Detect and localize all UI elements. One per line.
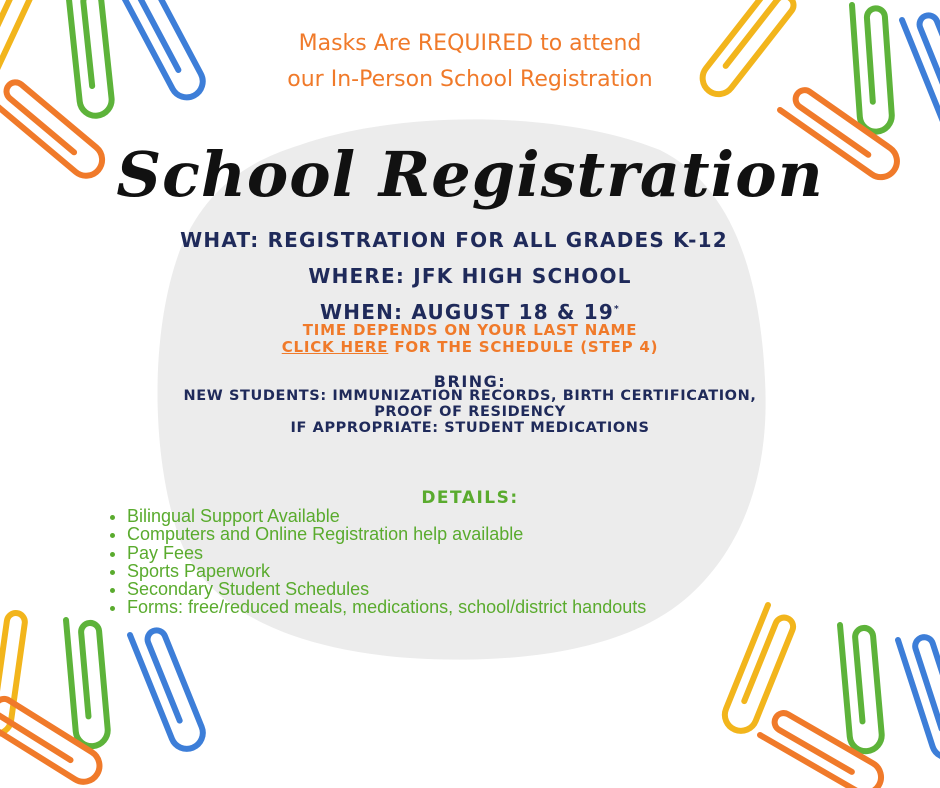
list-item: • Pay Fees (127, 544, 646, 562)
page-title: School Registration (116, 138, 824, 211)
bring-line-1: NEW STUDENTS: IMMUNIZATION RECORDS, BIRTH CERTIFICATION, (183, 388, 757, 404)
paperclip-icon (840, 622, 883, 752)
where-line: WHERE: JFK HIGH SCHOOL (308, 264, 632, 288)
what-line: WHAT: REGISTRATION FOR ALL GRADES K-12 (180, 228, 728, 252)
list-item: • Secondary Student Schedules (127, 580, 646, 598)
time-note: TIME DEPENDS ON YOUR LAST NAME (302, 321, 638, 339)
when-text: WHEN: AUGUST 18 & 19 (320, 300, 615, 324)
paperclip-icon (130, 623, 208, 754)
mask-notice-line-2: our In-Person School Registration (287, 67, 653, 92)
mask-notice-line-1: Masks Are REQUIRED to attend (298, 31, 642, 56)
paperclip-icon (760, 707, 887, 788)
list-item: • Forms: free/reduced meals, medications, school/district handouts (127, 598, 646, 616)
schedule-text: FOR THE SCHEDULE (STEP 4) (388, 338, 659, 356)
details-list (107, 507, 646, 617)
bring-line-2: PROOF OF RESIDENCY (374, 404, 566, 420)
paperclip-icon (66, 617, 109, 747)
schedule-link[interactable]: CLICK HERE (281, 338, 389, 356)
list-item: • Bilingual Support Available (127, 507, 646, 525)
list-item: • Computers and Online Registration help available (127, 525, 646, 543)
bring-line-3: IF APPROPRIATE: STUDENT MEDICATIONS (290, 420, 650, 436)
when-footnote-mark: * (614, 304, 620, 315)
schedule-line (0, 338, 940, 356)
bring-heading: BRING: (433, 372, 507, 391)
details-heading: DETAILS: (421, 488, 519, 508)
paperclip-icon (898, 630, 940, 762)
list-item: • Sports Paperwork (127, 562, 646, 580)
